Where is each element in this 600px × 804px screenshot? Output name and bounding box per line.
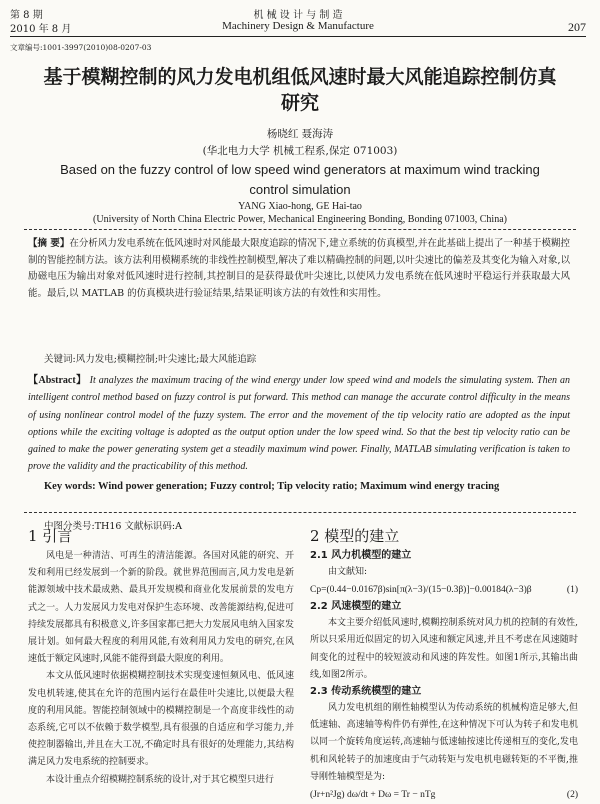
equation-1-body: Cp=(0.44−0.0167β)sin[π(λ−3)/(15−0.3β)]−0.00184(λ−3)β: [310, 585, 532, 596]
subsection-2-3-text: 风力发电机组的刚性轴模型认为传动系统的机械构造足够大,但低速轴、高速轴等构件仍有弹性,在这种情况下可认为转子和发电机以同一个旋转角度运转,高速轴与低速轴按速比传递相互的变化,发电机和风轮转子的加速度由于气动转矩与发电机电磁转矩的不平衡,推导刚性轴模型是为:: [310, 703, 578, 782]
section-1-heading: 1 引言: [28, 527, 73, 545]
equation-2-body: (Jr+n²Jg) dω/dt + Dω = Tr − nTg: [310, 790, 436, 801]
abstract-en-text: It analyzes the maximum tracing of the wind energy under low speed wind and models the simulating system. Then an intelligent control method based on fuzzy control is put forward. This method can manage the accurate control difficulty in the means of using nonlinear control model of the fuzzy system. The error and the movement of the tip velocity ratio are adopted as the input options while the exciting voltage is adopted as the output option under the low speed wind. So that the best tip velocity ratio can be gained to make the power generating system get a steadily maximum wind power. Finally, MATLAB simulating verification is taken to prove the validity and the practicability of this method.: [28, 375, 570, 473]
subsection-2-1-text: 由文献知:: [328, 567, 368, 577]
classification: 中图分类号:TH16 文献标识码:A: [44, 521, 182, 532]
equation-1: [310, 581, 578, 599]
abstract-cn-label: 【摘 要】: [28, 238, 70, 249]
header-rule: [10, 36, 586, 37]
right-column: [310, 526, 578, 804]
equation-1-number: (1): [566, 585, 578, 596]
left-column: [28, 526, 294, 789]
abstract-cn: [28, 236, 570, 302]
section-1-paragraph-1: 风电是一种清洁、可再生的清洁能源。各国对风能的研究、开发和利用已经发展到一个新的阶段。就世界范围而言,风力发电是新能源领域中技术最成熟、最具开发规模和商业化发展前景的发电方式之一。人力发展风力发电对保护生态环境、改善能源结构,促进可持续发展都具有积极意义,许多国家都已把大力发展风电纳入国家发展计划。如何最大程度的利用风能,有效利用风力发电的研究,在风速低于额定风速时,风能不能得到最大限度的利用。: [28, 551, 294, 665]
issue-number: 第 8 期: [10, 10, 43, 21]
journal-name-en: Machinery Design & Manufacture: [222, 20, 374, 32]
subsection-2-2-heading: 2.2 风速模型的建立: [310, 601, 402, 613]
abstract-cn-text: 在分析风力发电系统在低风速时对风能最大限度追踪的情况下,建立系统的仿真模型,并在此基础上提出了一种基于模糊控制的智能控制方法。该方法利用模糊系统的非线性控制模型,解决了难以精确控制的问题,以叶尖速比的偏差及其变化为输入对象,以励磁电压为输出对象对低风速时进行控制,其控制目的是获得最优叶尖速比,以使风力发电系统在低风速时平稳运行并获取最大风能。最后,以 MATLAB 的仿真模块进行验证结果,结果证明该方法的有效性和实用性。: [28, 238, 571, 299]
abstract-en-label: 【Abstract】: [28, 375, 87, 386]
section-2-heading: 2 模型的建立: [310, 527, 400, 545]
page-number: 207: [568, 20, 586, 34]
article-number: 文章编号:1001-3997(2010)08-0207-03: [10, 43, 152, 52]
authors: 杨晓红 聂海涛: [266, 128, 334, 140]
section-1-paragraph-3: 本设计重点介绍模糊控制系统的设计,对于其它模型只进行: [46, 774, 274, 785]
running-header: [10, 6, 586, 38]
equation-2: [310, 786, 578, 804]
authors-en: YANG Xiao-hong, GE Hai-tao: [238, 201, 362, 212]
affiliation-en: (University of North China Electric Power, Mechanical Engineering Bonding, Bonding 071003, China): [93, 214, 507, 225]
paper-title-en: Based on the fuzzy control of low speed wind generators at maximum wind tracking control simulation: [60, 162, 540, 197]
keywords-en: Key words: Wind power generation; Fuzzy control; Tip velocity ratio; Maximum wind energy tracing: [44, 481, 500, 492]
subsection-2-2-text: 本文主要介绍低风速时,模糊控制系统对风力机的控制的有效性,所以只采用近似固定的切入风速和额定风速,并且不考虑在风速随时间变化的过程中的较短波动和风速的阵发性。如图1所示,其输出曲线,如图2所示。: [310, 618, 578, 680]
equation-2-number: (2): [566, 790, 578, 801]
affiliation: (华北电力大学 机械工程系,保定 071003): [202, 145, 398, 157]
subsection-2-1-heading: 2.1 风力机模型的建立: [310, 550, 412, 561]
paper-title: 基于模糊控制的风力发电机组低风速时最大风能追踪控制仿真研究: [43, 66, 557, 114]
section-1-paragraph-2: 本文从低风速时依据模糊控制技术实现变速恒频风电、低风速发电机转速,使其在允许的范围内运行在最佳叶尖速比,以便最大程度的利用风能。智能控制领域中的模糊控制是一个高度非线性的动态系统,它可以不依赖于数学模型,具有很强的自适应和学习能力,并使控制器输出,并且在大工况,不确定时具有很好的处理能力,其结构满足风力发电系统的控制要求。: [28, 671, 294, 768]
issue-date: 2010 年 8 月: [10, 24, 72, 35]
subsection-2-3-heading: 2.3 传动系统模型的建立: [310, 686, 422, 698]
abstract-en: [28, 372, 570, 476]
keywords-cn: 关键词:风力发电;模糊控制;叶尖速比;最大风能追踪: [44, 354, 257, 365]
journal-name-cn: 机 械 设 计 与 制 造: [253, 10, 343, 21]
